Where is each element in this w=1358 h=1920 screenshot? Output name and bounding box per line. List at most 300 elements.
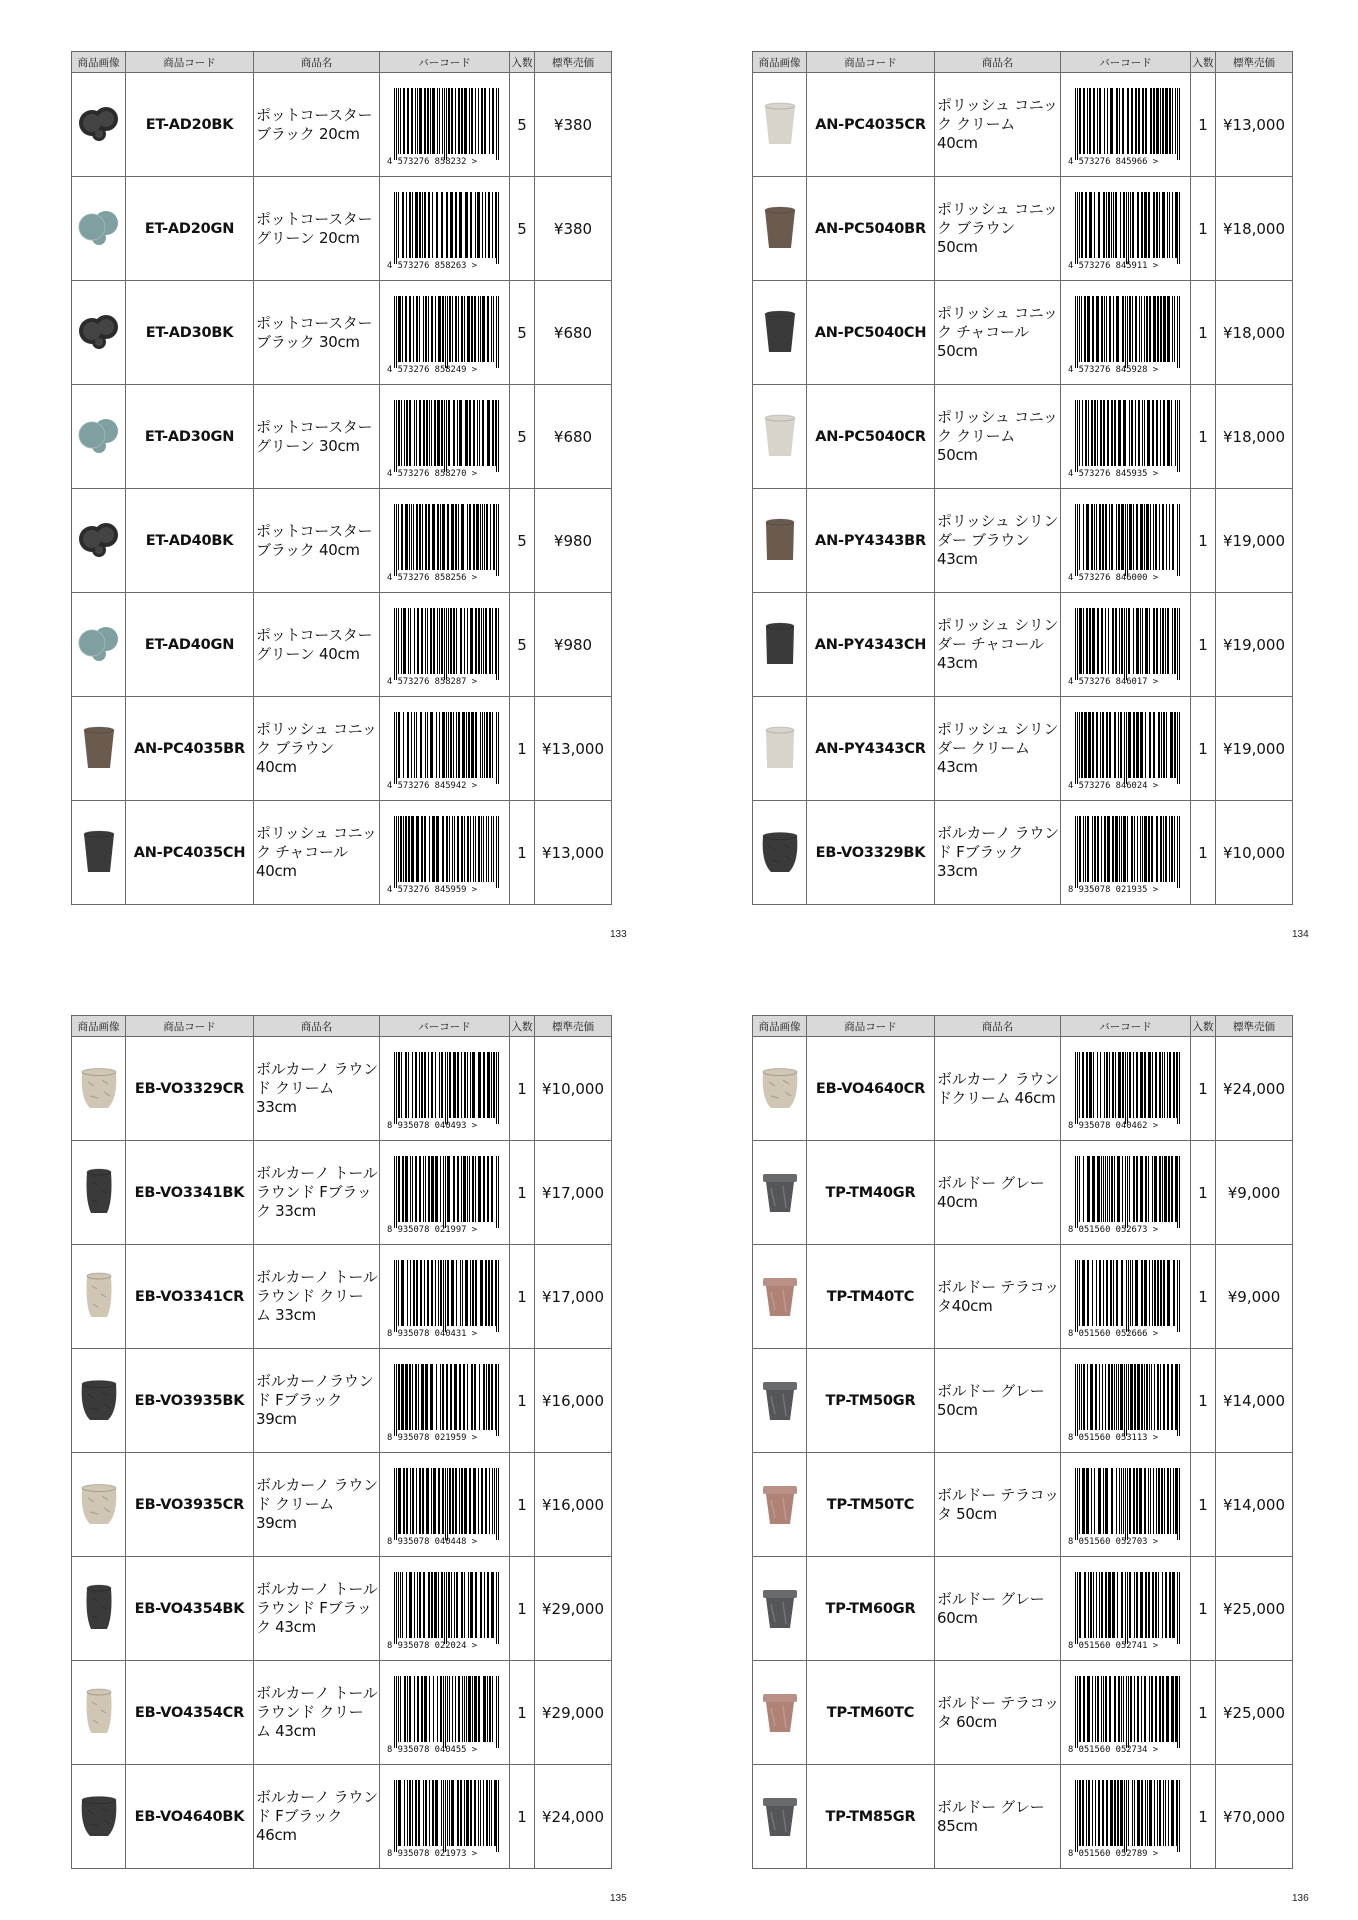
product-row <box>753 1245 1293 1349</box>
svg-text:8 935078 022024 >: 8 935078 022024 > <box>386 1640 477 1650</box>
product-code: AN-PC4035CH <box>126 801 254 905</box>
header-row <box>72 52 612 73</box>
product-row <box>753 1661 1293 1765</box>
standard-price: ¥16,000 <box>535 1453 612 1557</box>
product-name: ポリッシュ シリンダー クリーム 43cm <box>935 697 1061 801</box>
product-image-cell <box>72 281 126 385</box>
pack-quantity: 1 <box>1191 1245 1216 1349</box>
product-row <box>72 1245 612 1349</box>
barcode-image <box>1067 1152 1185 1234</box>
header-barcode: バーコード <box>1061 52 1191 73</box>
pack-quantity: 1 <box>1191 1765 1216 1869</box>
product-code: AN-PC5040CR <box>807 385 935 489</box>
round-pot-black-icon <box>755 826 805 880</box>
product-image-cell <box>72 1037 126 1141</box>
svg-text:4 573276 858263 >: 4 573276 858263 > <box>386 260 477 270</box>
barcode-cell <box>380 1349 510 1453</box>
product-image-cell <box>753 1765 807 1869</box>
tall-pot-black-icon <box>74 1582 124 1636</box>
product-code: EB-VO3341BK <box>126 1141 254 1245</box>
pack-quantity: 1 <box>1191 593 1216 697</box>
product-image-cell <box>72 1765 126 1869</box>
product-name: ボルカーノ トールラウンド クリーム 33cm <box>254 1245 380 1349</box>
pot-coaster-black-icon <box>74 98 124 152</box>
product-code: AN-PC5040BR <box>807 177 935 281</box>
svg-text:8 935078 021997 >: 8 935078 021997 > <box>386 1224 477 1234</box>
barcode-image <box>386 1048 504 1130</box>
product-image-cell <box>753 489 807 593</box>
pack-quantity: 1 <box>510 1141 535 1245</box>
barcode-cell <box>380 385 510 489</box>
pack-quantity: 1 <box>1191 1349 1216 1453</box>
product-code: ET-AD20BK <box>126 73 254 177</box>
product-row <box>72 1557 612 1661</box>
barcode-image <box>386 708 504 790</box>
product-row <box>753 1557 1293 1661</box>
product-image-cell <box>753 1037 807 1141</box>
standard-price: ¥16,000 <box>535 1349 612 1453</box>
header-name: 商品名 <box>935 1016 1061 1037</box>
product-image-cell <box>72 177 126 281</box>
product-row <box>72 177 612 281</box>
pack-quantity: 1 <box>1191 1661 1216 1765</box>
barcode-cell <box>1061 697 1191 801</box>
product-image-cell <box>72 1453 126 1557</box>
barcode-image <box>386 500 504 582</box>
header-qty: 入数 <box>1191 1016 1216 1037</box>
product-image-cell <box>753 697 807 801</box>
product-table <box>752 1015 1293 1869</box>
product-row <box>72 1765 612 1869</box>
product-code: EB-VO3341CR <box>126 1245 254 1349</box>
product-code: EB-VO3935CR <box>126 1453 254 1557</box>
svg-text:4 573276 858256 >: 4 573276 858256 > <box>386 572 477 582</box>
barcode-cell <box>380 1037 510 1141</box>
pot-coaster-green-icon <box>74 202 124 256</box>
product-row <box>72 385 612 489</box>
round-pot-black-icon <box>74 1790 124 1844</box>
standard-price: ¥380 <box>535 73 612 177</box>
product-table <box>752 51 1293 905</box>
pot-coaster-black-icon <box>74 306 124 360</box>
product-row <box>72 1349 612 1453</box>
product-image-cell <box>72 1245 126 1349</box>
product-name: ボルドー テラコッタ 60cm <box>935 1661 1061 1765</box>
barcode-image <box>1067 604 1185 686</box>
pack-quantity: 1 <box>1191 697 1216 801</box>
product-row <box>753 1141 1293 1245</box>
barcode-image <box>1067 1360 1185 1442</box>
standard-price: ¥29,000 <box>535 1557 612 1661</box>
product-code: ET-AD30BK <box>126 281 254 385</box>
pack-quantity: 1 <box>510 1245 535 1349</box>
barcode-image <box>386 1776 504 1858</box>
product-name: ポットコースター ブラック 30cm <box>254 281 380 385</box>
header-image: 商品画像 <box>72 1016 126 1037</box>
product-row <box>72 593 612 697</box>
barcode-cell <box>380 697 510 801</box>
svg-text:8 935078 040448 >: 8 935078 040448 > <box>386 1536 477 1546</box>
product-row <box>753 489 1293 593</box>
product-name: ボルカーノ トールラウンド クリーム 43cm <box>254 1661 380 1765</box>
barcode-cell <box>380 1765 510 1869</box>
svg-text:8 051560 052673 >: 8 051560 052673 > <box>1067 1224 1158 1234</box>
product-name: ポリッシュ コニック チャコール 50cm <box>935 281 1061 385</box>
pack-quantity: 1 <box>1191 1557 1216 1661</box>
pack-quantity: 5 <box>510 73 535 177</box>
pack-quantity: 1 <box>1191 801 1216 905</box>
barcode-cell <box>380 1245 510 1349</box>
svg-text:4 573276 845942 >: 4 573276 845942 > <box>386 780 477 790</box>
rim-pot-terracotta-icon <box>755 1686 805 1740</box>
product-name: ボルカーノ ラウンド クリーム 39cm <box>254 1453 380 1557</box>
barcode-image <box>386 1256 504 1338</box>
product-name: ポリッシュ コニック クリーム 40cm <box>935 73 1061 177</box>
product-row <box>753 281 1293 385</box>
rim-pot-grey-icon <box>755 1166 805 1220</box>
standard-price: ¥10,000 <box>1216 801 1293 905</box>
cylinder-cream-icon <box>755 722 805 776</box>
product-code: EB-VO4354BK <box>126 1557 254 1661</box>
product-name: ボルドー テラコッタ 50cm <box>935 1453 1061 1557</box>
pack-quantity: 1 <box>1191 489 1216 593</box>
barcode-image <box>1067 188 1185 270</box>
standard-price: ¥19,000 <box>1216 489 1293 593</box>
pack-quantity: 1 <box>510 1557 535 1661</box>
svg-text:8 051560 052703 >: 8 051560 052703 > <box>1067 1536 1158 1546</box>
barcode-image <box>386 604 504 686</box>
header-image: 商品画像 <box>753 1016 807 1037</box>
standard-price: ¥13,000 <box>535 801 612 905</box>
product-image-cell <box>753 1557 807 1661</box>
pack-quantity: 1 <box>510 1661 535 1765</box>
barcode-image <box>386 812 504 894</box>
planter-cream-icon <box>755 98 805 152</box>
barcode-image <box>1067 1568 1185 1650</box>
product-name: ポットコースター ブラック 40cm <box>254 489 380 593</box>
product-name: ボルカーノ ラウンドクリーム 46cm <box>935 1037 1061 1141</box>
barcode-image <box>386 1152 504 1234</box>
barcode-cell <box>380 281 510 385</box>
page-number: 133 <box>610 929 627 940</box>
header-qty: 入数 <box>1191 52 1216 73</box>
product-row <box>753 385 1293 489</box>
cylinder-charcoal-icon <box>755 618 805 672</box>
pack-quantity: 1 <box>510 1765 535 1869</box>
product-name: ポリッシュ シリンダー ブラウン 43cm <box>935 489 1061 593</box>
round-pot-cream-icon <box>74 1478 124 1532</box>
product-image-cell <box>72 801 126 905</box>
product-image-cell <box>753 73 807 177</box>
standard-price: ¥380 <box>535 177 612 281</box>
barcode-cell <box>1061 801 1191 905</box>
pack-quantity: 1 <box>1191 1453 1216 1557</box>
product-row <box>753 177 1293 281</box>
product-row <box>72 697 612 801</box>
product-row <box>753 1453 1293 1557</box>
header-row <box>753 1016 1293 1037</box>
svg-text:4 573276 858287 >: 4 573276 858287 > <box>386 676 477 686</box>
standard-price: ¥17,000 <box>535 1245 612 1349</box>
pack-quantity: 1 <box>510 1453 535 1557</box>
barcode-image <box>1067 1256 1185 1338</box>
svg-text:4 573276 858270 >: 4 573276 858270 > <box>386 468 477 478</box>
barcode-image <box>1067 292 1185 374</box>
standard-price: ¥17,000 <box>535 1141 612 1245</box>
product-code: AN-PY4343CR <box>807 697 935 801</box>
barcode-cell <box>1061 73 1191 177</box>
svg-text:8 935078 021935 >: 8 935078 021935 > <box>1067 884 1158 894</box>
product-code: AN-PY4343BR <box>807 489 935 593</box>
barcode-image <box>386 1464 504 1546</box>
barcode-cell <box>1061 1453 1191 1557</box>
product-name: ボルドー グレー 85cm <box>935 1765 1061 1869</box>
pack-quantity: 1 <box>510 697 535 801</box>
barcode-cell <box>380 1557 510 1661</box>
svg-text:4 573276 846024 >: 4 573276 846024 > <box>1067 780 1158 790</box>
product-name: ポットコースター グリーン 30cm <box>254 385 380 489</box>
pack-quantity: 1 <box>1191 281 1216 385</box>
standard-price: ¥9,000 <box>1216 1245 1293 1349</box>
header-barcode: バーコード <box>380 1016 510 1037</box>
catalog-page <box>71 51 611 905</box>
pot-coaster-black-icon <box>74 514 124 568</box>
product-image-cell <box>753 1245 807 1349</box>
product-name: ポットコースター グリーン 40cm <box>254 593 380 697</box>
planter-brown-icon <box>74 722 124 776</box>
product-row <box>72 73 612 177</box>
standard-price: ¥13,000 <box>535 697 612 801</box>
barcode-cell <box>1061 1349 1191 1453</box>
product-code: TP-TM40TC <box>807 1245 935 1349</box>
tall-pot-black-icon <box>74 1166 124 1220</box>
barcode-image <box>1067 708 1185 790</box>
page-number: 134 <box>1292 929 1309 940</box>
rim-pot-grey-icon <box>755 1582 805 1636</box>
product-code: EB-VO3935BK <box>126 1349 254 1453</box>
pack-quantity: 1 <box>1191 385 1216 489</box>
product-row <box>72 1141 612 1245</box>
rim-pot-grey-icon <box>755 1374 805 1428</box>
product-image-cell <box>72 489 126 593</box>
standard-price: ¥25,000 <box>1216 1661 1293 1765</box>
rim-pot-terracotta-icon <box>755 1270 805 1324</box>
round-pot-black-icon <box>74 1374 124 1428</box>
standard-price: ¥14,000 <box>1216 1349 1293 1453</box>
product-image-cell <box>753 1349 807 1453</box>
product-name: ポリッシュ コニック チャコール 40cm <box>254 801 380 905</box>
product-code: ET-AD40GN <box>126 593 254 697</box>
header-price: 標準売価 <box>535 1016 612 1037</box>
product-code: TP-TM60GR <box>807 1557 935 1661</box>
standard-price: ¥18,000 <box>1216 385 1293 489</box>
header-qty: 入数 <box>510 1016 535 1037</box>
pack-quantity: 1 <box>1191 1141 1216 1245</box>
header-image: 商品画像 <box>72 52 126 73</box>
header-name: 商品名 <box>935 52 1061 73</box>
product-row <box>72 1037 612 1141</box>
svg-text:8 935078 040431 >: 8 935078 040431 > <box>386 1328 477 1338</box>
product-row <box>753 801 1293 905</box>
barcode-image <box>386 84 504 166</box>
product-row <box>72 1661 612 1765</box>
product-image-cell <box>753 1661 807 1765</box>
header-code: 商品コード <box>126 52 254 73</box>
product-image-cell <box>753 1453 807 1557</box>
pack-quantity: 5 <box>510 593 535 697</box>
svg-text:4 573276 845911 >: 4 573276 845911 > <box>1067 260 1158 270</box>
tall-pot-cream-icon <box>74 1686 124 1740</box>
product-row <box>72 1453 612 1557</box>
barcode-cell <box>380 593 510 697</box>
barcode-cell <box>1061 177 1191 281</box>
pack-quantity: 5 <box>510 489 535 593</box>
svg-text:8 051560 053113 >: 8 051560 053113 > <box>1067 1432 1158 1442</box>
barcode-cell <box>1061 1661 1191 1765</box>
svg-text:8 935078 040462 >: 8 935078 040462 > <box>1067 1120 1158 1130</box>
barcode-cell <box>1061 489 1191 593</box>
product-name: ポリッシュ シリンダー チャコール 43cm <box>935 593 1061 697</box>
pack-quantity: 1 <box>510 1037 535 1141</box>
barcode-image <box>1067 500 1185 582</box>
pack-quantity: 5 <box>510 177 535 281</box>
barcode-image <box>386 1360 504 1442</box>
svg-text:8 935078 021959 >: 8 935078 021959 > <box>386 1432 477 1442</box>
pot-coaster-green-icon <box>74 410 124 464</box>
svg-text:4 573276 846017 >: 4 573276 846017 > <box>1067 676 1158 686</box>
svg-text:4 573276 858249 >: 4 573276 858249 > <box>386 364 477 374</box>
product-code: ET-AD30GN <box>126 385 254 489</box>
header-qty: 入数 <box>510 52 535 73</box>
barcode-image <box>1067 812 1185 894</box>
product-name: ボルカーノラウンド Fブラック 39cm <box>254 1349 380 1453</box>
product-code: TP-TM50GR <box>807 1349 935 1453</box>
standard-price: ¥18,000 <box>1216 281 1293 385</box>
barcode-image <box>1067 396 1185 478</box>
barcode-cell <box>380 1453 510 1557</box>
barcode-image <box>386 292 504 374</box>
barcode-image <box>1067 1464 1185 1546</box>
product-name: ポットコースター ブラック 20cm <box>254 73 380 177</box>
header-barcode: バーコード <box>1061 1016 1191 1037</box>
barcode-image <box>1067 1776 1185 1858</box>
header-name: 商品名 <box>254 52 380 73</box>
product-name: ボルカーノ トールラウンド Fブラック 33cm <box>254 1141 380 1245</box>
product-name: ポットコースター グリーン 20cm <box>254 177 380 281</box>
header-code: 商品コード <box>807 52 935 73</box>
standard-price: ¥680 <box>535 281 612 385</box>
pack-quantity: 5 <box>510 281 535 385</box>
barcode-image <box>386 1672 504 1754</box>
header-price: 標準売価 <box>1216 52 1293 73</box>
header-row <box>72 1016 612 1037</box>
standard-price: ¥19,000 <box>1216 697 1293 801</box>
product-code: AN-PC4035CR <box>807 73 935 177</box>
rim-pot-terracotta-icon <box>755 1478 805 1532</box>
svg-text:4 573276 846000 >: 4 573276 846000 > <box>1067 572 1158 582</box>
svg-text:8 051560 052741 >: 8 051560 052741 > <box>1067 1640 1158 1650</box>
product-image-cell <box>72 1349 126 1453</box>
product-row <box>753 1037 1293 1141</box>
product-code: EB-VO3329CR <box>126 1037 254 1141</box>
barcode-image <box>1067 1048 1185 1130</box>
barcode-image <box>386 188 504 270</box>
product-code: TP-TM40GR <box>807 1141 935 1245</box>
product-code: TP-TM60TC <box>807 1661 935 1765</box>
product-code: AN-PC5040CH <box>807 281 935 385</box>
product-row <box>72 489 612 593</box>
pack-quantity: 1 <box>1191 1037 1216 1141</box>
product-image-cell <box>72 385 126 489</box>
barcode-cell <box>1061 281 1191 385</box>
product-image-cell <box>72 593 126 697</box>
round-pot-cream-icon <box>755 1062 805 1116</box>
header-image: 商品画像 <box>753 52 807 73</box>
round-pot-cream-icon <box>74 1062 124 1116</box>
planter-cream-icon <box>755 410 805 464</box>
pack-quantity: 1 <box>1191 177 1216 281</box>
barcode-cell <box>1061 1141 1191 1245</box>
standard-price: ¥980 <box>535 489 612 593</box>
product-name: ボルカーノ トールラウンド Fブラック 43cm <box>254 1557 380 1661</box>
planter-charcoal-icon <box>74 826 124 880</box>
page-number: 135 <box>610 1893 627 1904</box>
catalog-page <box>71 1015 611 1869</box>
product-code: ET-AD20GN <box>126 177 254 281</box>
barcode-cell <box>380 801 510 905</box>
svg-text:8 935078 040493 >: 8 935078 040493 > <box>386 1120 477 1130</box>
product-name: ポリッシュ コニック ブラウン 40cm <box>254 697 380 801</box>
page-number: 136 <box>1292 1893 1309 1904</box>
pack-quantity: 5 <box>510 385 535 489</box>
pot-coaster-green-icon <box>74 618 124 672</box>
product-name: ボルカーノ ラウンド Fブラック 33cm <box>935 801 1061 905</box>
barcode-cell <box>1061 1245 1191 1349</box>
planter-charcoal-icon <box>755 306 805 360</box>
pack-quantity: 1 <box>510 801 535 905</box>
rim-pot-grey-icon <box>755 1790 805 1844</box>
header-name: 商品名 <box>254 1016 380 1037</box>
barcode-image <box>386 396 504 478</box>
product-code: ET-AD40BK <box>126 489 254 593</box>
product-name: ボルドー テラコッタ40cm <box>935 1245 1061 1349</box>
barcode-cell <box>380 1661 510 1765</box>
svg-text:8 051560 052789 >: 8 051560 052789 > <box>1067 1848 1158 1858</box>
svg-text:8 051560 052734 >: 8 051560 052734 > <box>1067 1744 1158 1754</box>
standard-price: ¥14,000 <box>1216 1453 1293 1557</box>
product-row <box>72 281 612 385</box>
planter-brown-icon <box>755 202 805 256</box>
product-image-cell <box>72 1557 126 1661</box>
catalog-page <box>752 1015 1292 1869</box>
product-row <box>753 697 1293 801</box>
product-image-cell <box>72 1141 126 1245</box>
product-name: ボルドー グレー 60cm <box>935 1557 1061 1661</box>
product-row <box>72 801 612 905</box>
barcode-image <box>386 1568 504 1650</box>
product-code: TP-TM50TC <box>807 1453 935 1557</box>
product-image-cell <box>72 697 126 801</box>
standard-price: ¥9,000 <box>1216 1141 1293 1245</box>
product-image-cell <box>753 801 807 905</box>
product-table <box>71 1015 612 1869</box>
svg-text:4 573276 845966 >: 4 573276 845966 > <box>1067 156 1158 166</box>
svg-text:4 573276 845959 >: 4 573276 845959 > <box>386 884 477 894</box>
product-name: ポリッシュ コニック ブラウン 50cm <box>935 177 1061 281</box>
svg-text:4 573276 845935 >: 4 573276 845935 > <box>1067 468 1158 478</box>
svg-text:8 935078 040455 >: 8 935078 040455 > <box>386 1744 477 1754</box>
product-code: EB-VO3329BK <box>807 801 935 905</box>
